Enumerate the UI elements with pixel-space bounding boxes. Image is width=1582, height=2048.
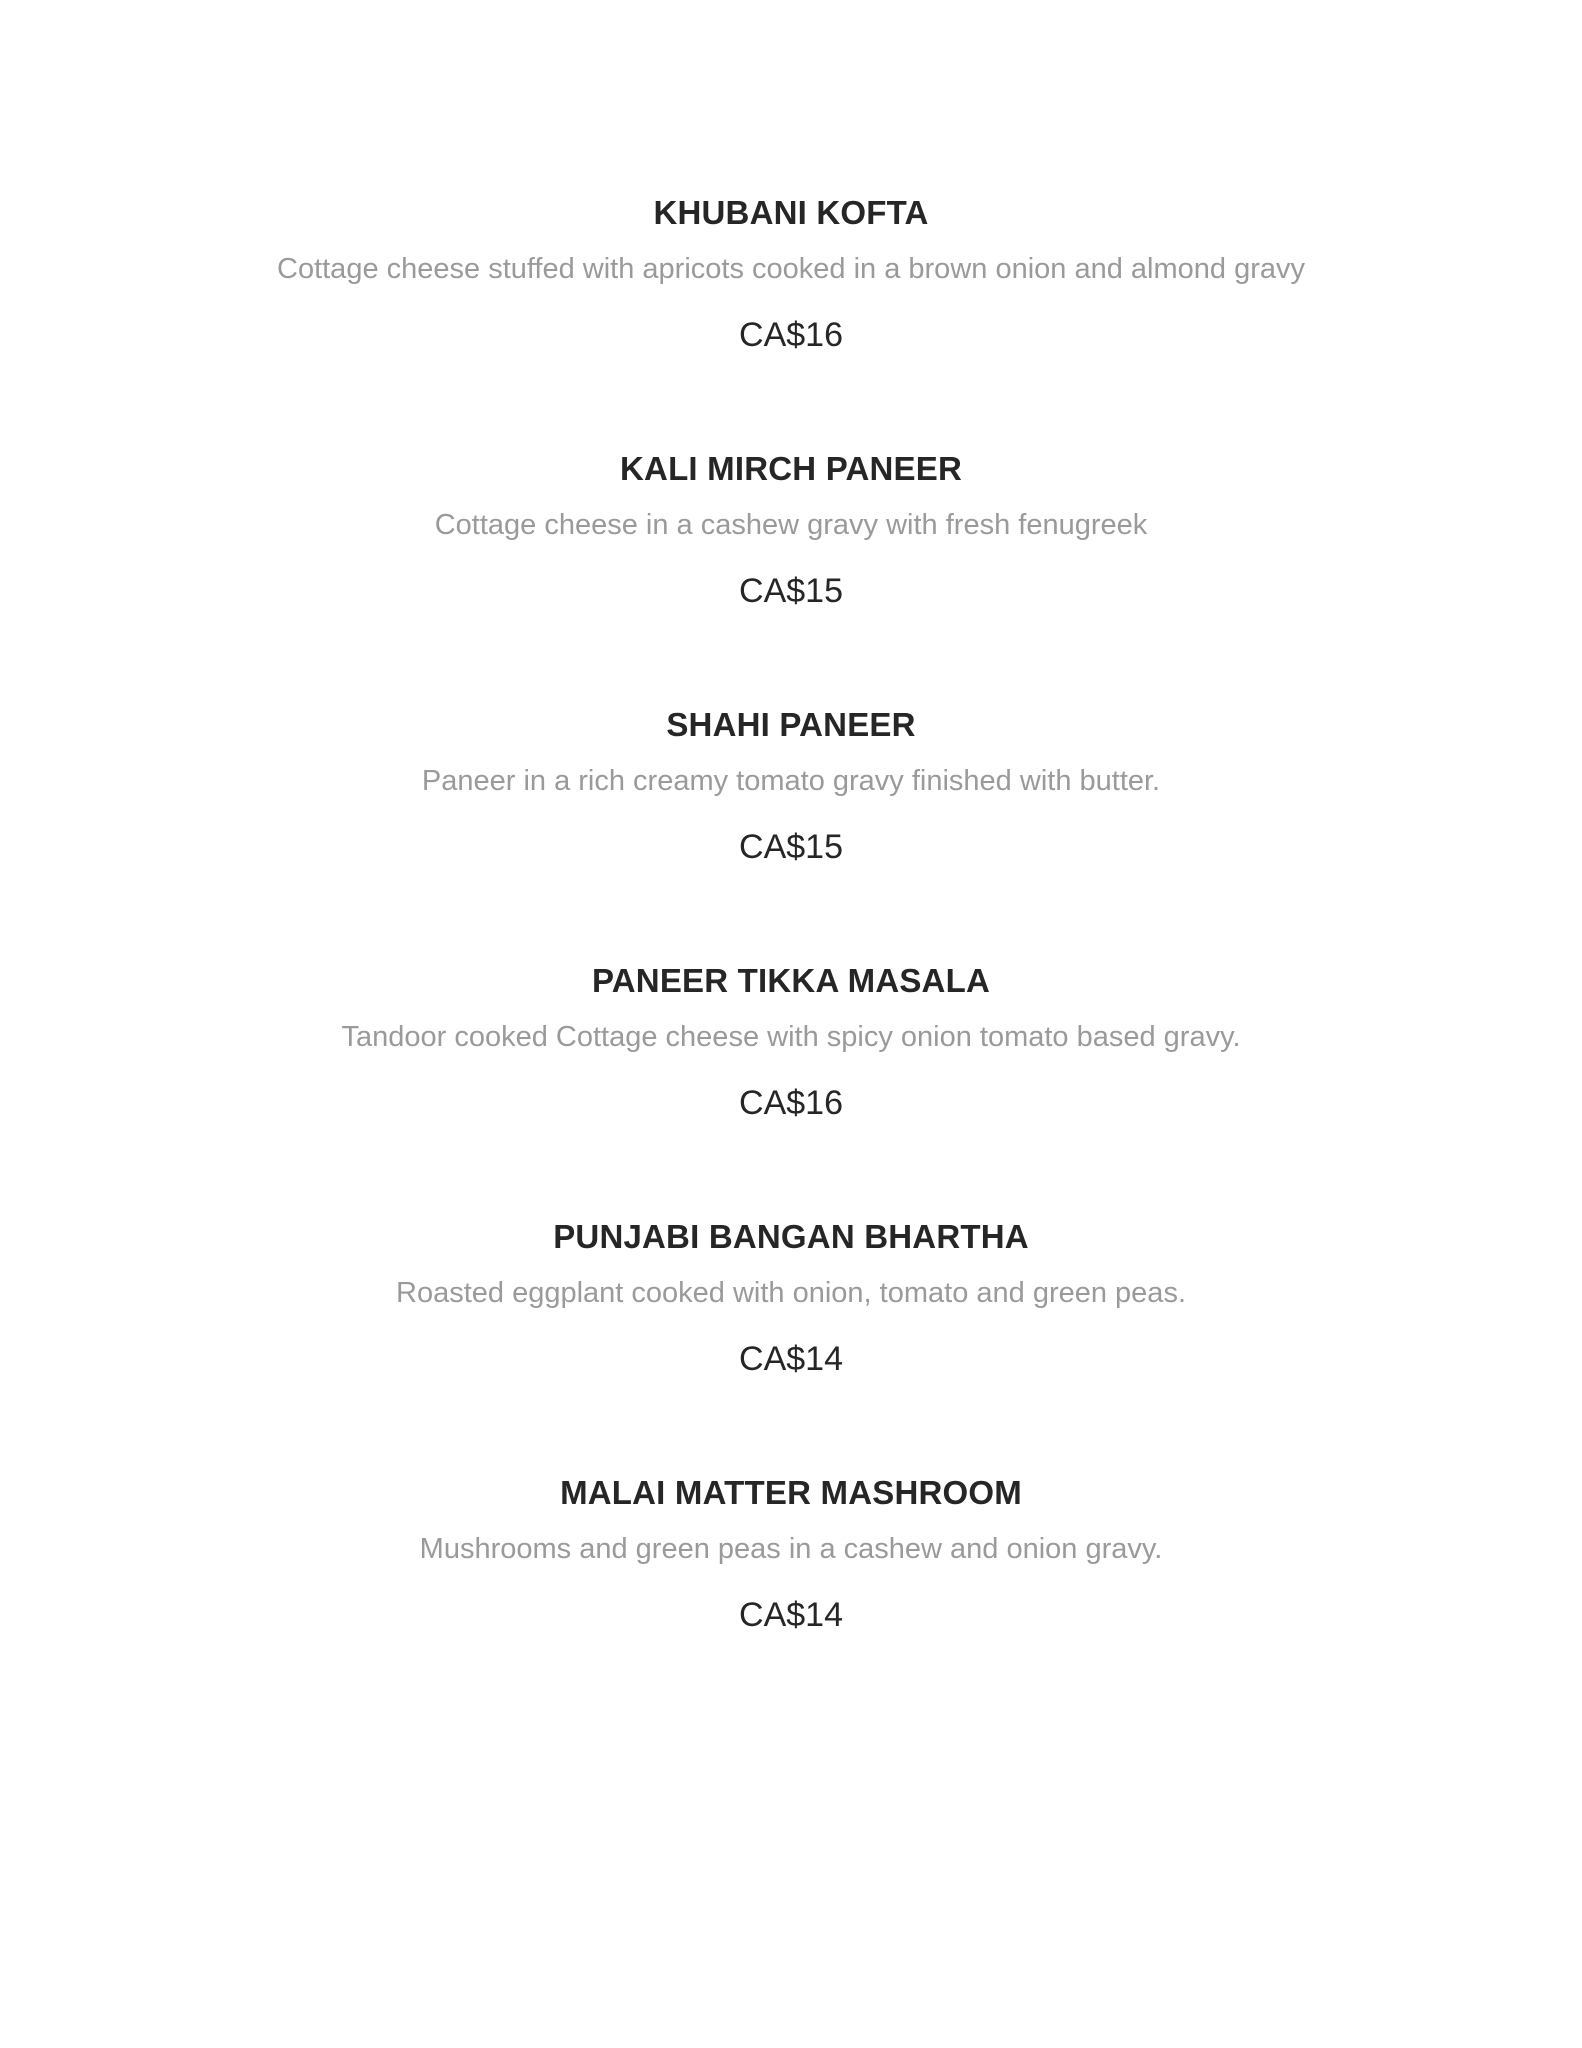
menu-item-price: CA$16	[739, 1084, 843, 1122]
menu-item-description: Cottage cheese in a cashew gravy with fresh fenugreek	[434, 509, 1148, 541]
menu-item-price: CA$16	[739, 316, 843, 354]
menu-item-name: SHAHI PANEER	[666, 706, 916, 743]
menu-item-name: PUNJABI BANGAN BHARTHA	[553, 1218, 1029, 1255]
menu-item-name: KALI MIRCH PANEER	[620, 450, 962, 487]
menu-item-name: PANEER TIKKA MASALA	[592, 962, 990, 999]
menu-item-price: CA$14	[739, 1340, 843, 1378]
menu-item-description: Tandoor cooked Cottage cheese with spicy onion tomato based gravy.	[341, 1021, 1241, 1053]
menu-item-price: CA$15	[739, 572, 843, 610]
menu-item-price: CA$15	[739, 828, 843, 866]
menu-item-price: CA$14	[739, 1596, 843, 1634]
menu-item-name: MALAI MATTER MASHROOM	[560, 1474, 1022, 1511]
menu-item-description: Mushrooms and green peas in a cashew and onion gravy.	[419, 1533, 1163, 1565]
menu-item-description: Cottage cheese stuffed with apricots cooked in a brown onion and almond gravy	[277, 253, 1305, 285]
menu-item-description: Paneer in a rich creamy tomato gravy finished with butter.	[421, 765, 1161, 797]
menu-item-name: KHUBANI KOFTA	[653, 194, 929, 231]
menu-item-description: Roasted eggplant cooked with onion, tomato and green peas.	[396, 1277, 1186, 1309]
